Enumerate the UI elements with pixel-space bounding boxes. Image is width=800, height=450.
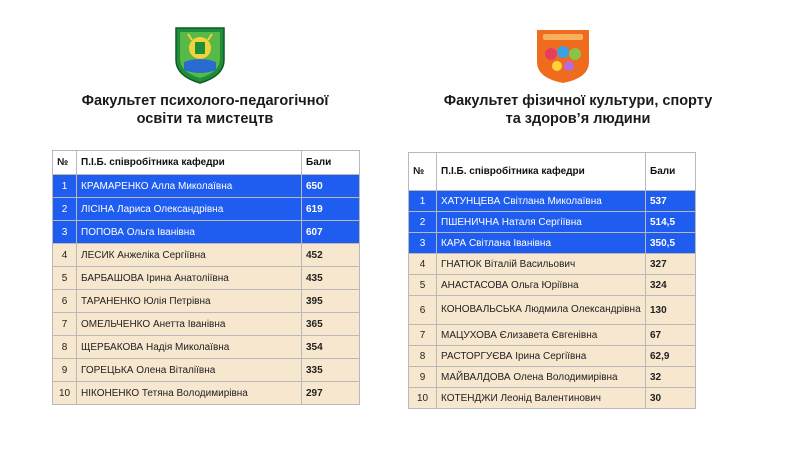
score-value: 130 [646,296,696,325]
score-value: 537 [646,191,696,212]
rank-number: 5 [53,267,77,290]
employee-name: ГНАТЮК Віталій Васильович [437,254,646,275]
rank-number: 3 [53,221,77,244]
table-row [409,191,696,212]
table-row [53,313,360,336]
rank-number: 2 [409,212,437,233]
table-row [53,359,360,382]
column-header-name: П.І.Б. співробітника кафедри [77,151,302,175]
rank-number: 9 [409,367,437,388]
employee-name: ТАРАНЕНКО Юлія Петрівна [77,290,302,313]
table-row [409,367,696,388]
table-row [409,296,696,325]
score-value: 32 [646,367,696,388]
rank-number: 6 [53,290,77,313]
score-value: 335 [302,359,360,382]
rank-number: 10 [53,382,77,405]
column-header-num: № [53,151,77,175]
employee-name: АНАСТАСОВА Ольга Юріївна [437,275,646,296]
score-value: 619 [302,198,360,221]
score-value: 650 [302,175,360,198]
table-row [409,212,696,233]
table-header-row [409,153,696,191]
rank-number: 4 [53,244,77,267]
rank-number: 4 [409,254,437,275]
table-row [409,325,696,346]
table-row [53,382,360,405]
employee-name: ПШЕНИЧНА Наталя Сергіївна [437,212,646,233]
faculty-title-right-line1: Факультет фізичної культури, спорту [443,93,713,109]
rank-number: 2 [53,198,77,221]
employee-name: РАСТОРГУЄВА Ірина Сергіївна [437,346,646,367]
column-header-score: Бали [646,153,696,191]
table-row [409,233,696,254]
faculty-title-left-line2: освіти та мистецтв [136,111,274,127]
employee-name: ГОРЕЦЬКА Олена Віталіївна [77,359,302,382]
employee-name: ЛІСІНА Лариса Олександрівна [77,198,302,221]
employee-name: КАРА Світлана Іванівна [437,233,646,254]
employee-name: КОТЕНДЖИ Леонід Валентинович [437,388,646,409]
rank-number: 1 [53,175,77,198]
table-row [53,336,360,359]
table-row [53,175,360,198]
score-value: 435 [302,267,360,290]
employee-name: КОНОВАЛЬСЬКА Людмила Олександрівна [437,296,646,325]
rank-number: 10 [409,388,437,409]
employee-name: ПОПОВА Ольга Іванівна [77,221,302,244]
rank-number: 9 [53,359,77,382]
employee-name: КРАМАРЕНКО Алла Миколаївна [77,175,302,198]
score-value: 297 [302,382,360,405]
rank-number: 8 [409,346,437,367]
ranking-table-left [52,150,360,405]
score-value: 350,5 [646,233,696,254]
faculty-title-right-line2: та здоров’я людини [505,111,651,127]
table-row [53,244,360,267]
column-header-num: № [409,153,437,191]
employee-name: ХАТУНЦЕВА Світлана Миколаївна [437,191,646,212]
employee-name: ЩЕРБАКОВА Надія Миколаївна [77,336,302,359]
table-row [53,198,360,221]
employee-name: МАЙВАЛДОВА Олена Володимирівна [437,367,646,388]
score-value: 354 [302,336,360,359]
employee-name: МАЦУХОВА Єлизавета Євгенівна [437,325,646,346]
faculty-emblem-left [174,26,226,84]
score-value: 30 [646,388,696,409]
table-header-row [53,151,360,175]
ranking-table-right [408,152,696,409]
score-value: 324 [646,275,696,296]
score-value: 62,9 [646,346,696,367]
rank-number: 7 [53,313,77,336]
table-row [53,221,360,244]
score-value: 452 [302,244,360,267]
score-value: 607 [302,221,360,244]
employee-name: ОМЕЛЬЧЕНКО Анетта Іванівна [77,313,302,336]
employee-name: БАРБАШОВА Ірина Анатоліївна [77,267,302,290]
table-row [53,267,360,290]
column-header-score: Бали [302,151,360,175]
score-value: 514,5 [646,212,696,233]
rank-number: 8 [53,336,77,359]
rank-number: 5 [409,275,437,296]
table-row [53,290,360,313]
table-row [409,346,696,367]
rank-number: 7 [409,325,437,346]
score-value: 327 [646,254,696,275]
faculty-emblem-right [535,28,591,84]
score-value: 395 [302,290,360,313]
table-row [409,388,696,409]
faculty-title-left-line1: Факультет психолого-педагогічної [81,93,329,109]
rank-number: 1 [409,191,437,212]
score-value: 365 [302,313,360,336]
column-header-name: П.І.Б. співробітника кафедри [437,153,646,191]
score-value: 67 [646,325,696,346]
rank-number: 3 [409,233,437,254]
employee-name: НІКОНЕНКО Тетяна Володимирівна [77,382,302,405]
table-row [409,275,696,296]
table-row [409,254,696,275]
rank-number: 6 [409,296,437,325]
employee-name: ЛЕСИК Анжеліка Сергіївна [77,244,302,267]
